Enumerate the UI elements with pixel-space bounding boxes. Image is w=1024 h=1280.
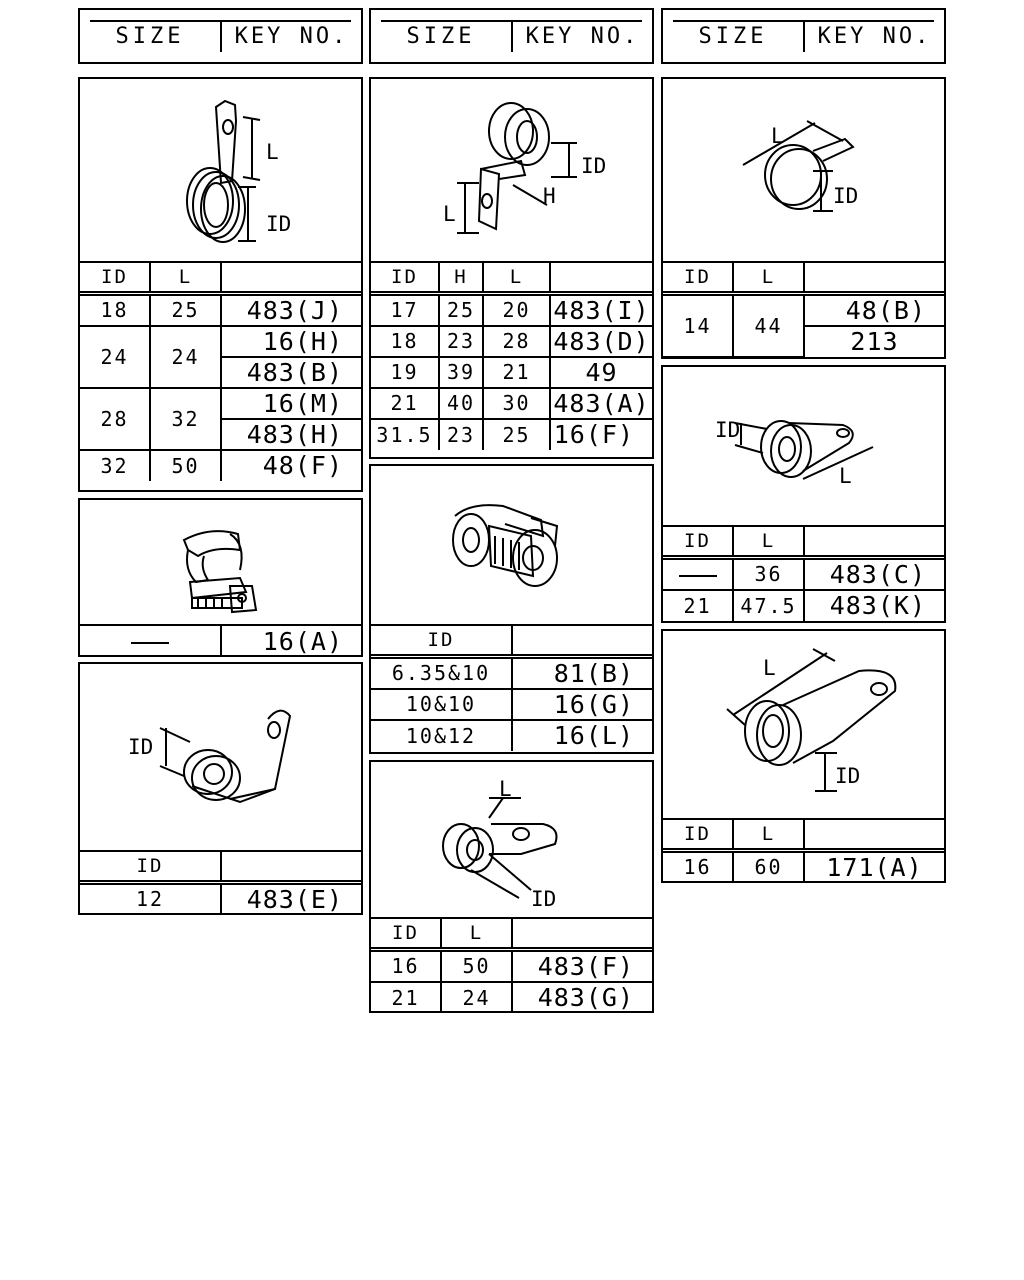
dim-l-label: L: [266, 140, 279, 164]
bracket-clamp-table: [371, 261, 652, 450]
dim-id-label: ID: [715, 418, 741, 442]
table-row: [80, 625, 361, 656]
dim-id-label: ID: [581, 154, 607, 178]
col-l: L: [483, 262, 550, 293]
dim-id-label: ID: [835, 764, 861, 788]
key-number[interactable]: 16(G): [512, 689, 652, 720]
p-clip-table: [80, 850, 361, 914]
col-l: L: [150, 262, 221, 293]
p-clip-l-hole: [837, 429, 849, 437]
col-id: ID: [80, 262, 150, 293]
band-loop: [765, 145, 821, 205]
p-clip-panel: [78, 662, 363, 915]
long-clip-tab: [783, 670, 895, 763]
band-clamp-figure: [663, 79, 944, 261]
long-clip-panel: [661, 629, 946, 883]
dim-id-label: ID: [833, 184, 859, 208]
table-row: 21 40 30 483(A): [371, 388, 652, 419]
double-clip-loop-left: [453, 514, 489, 566]
header-column-1: [78, 8, 363, 64]
col-h: H: [439, 262, 483, 293]
key-number[interactable]: 49: [550, 357, 652, 388]
table-row: 17 25 20 483(I): [371, 293, 652, 326]
header-key-label: KEY NO.: [525, 24, 640, 49]
table-row: 16 50 483(F): [371, 949, 652, 982]
dim-id-label: ID: [531, 887, 557, 911]
no-size-dash: [679, 575, 717, 577]
key-number[interactable]: 16(L): [512, 720, 652, 751]
flat-clip-loop: [443, 824, 479, 868]
bracket-loop: [489, 103, 533, 159]
table-row: 18 23 28 483(D): [371, 326, 652, 357]
col-l: L: [733, 819, 804, 850]
band-clamp-panel: [661, 77, 946, 359]
key-number[interactable]: 483(G): [512, 982, 652, 1013]
bracket-clamp-figure: [371, 79, 652, 261]
table-row: 10&10 16(G): [371, 689, 652, 720]
header-key-label: KEY NO.: [234, 24, 349, 49]
col-l: L: [733, 262, 804, 293]
long-clip-table: [663, 818, 944, 882]
header-key-label: KEY NO.: [817, 24, 932, 49]
key-number[interactable]: 483(A): [550, 388, 652, 419]
clip-teeth: [192, 598, 242, 608]
dim-id-label: ID: [266, 212, 292, 236]
dim-id-label: ID: [128, 735, 154, 759]
key-number[interactable]: 483(K): [804, 590, 944, 621]
p-clip-l-figure: [663, 367, 944, 525]
table-row: 18 25 483(J): [80, 293, 361, 326]
table-row: 21 24 483(G): [371, 982, 652, 1013]
col-l: L: [733, 526, 804, 557]
bracket-hole: [482, 194, 492, 208]
plastic-clip-figure: [80, 500, 361, 624]
flat-clip-figure: [371, 762, 652, 917]
p-clip-l-panel: [661, 365, 946, 623]
table-row: 10&12 16(L): [371, 720, 652, 751]
dim-l-label: L: [763, 656, 776, 680]
no-size-dash: [131, 642, 169, 644]
clamp-hole: [223, 120, 233, 134]
table-row: 36 483(C): [663, 557, 944, 590]
dim-l-label: L: [499, 777, 512, 801]
key-number[interactable]: 483(E): [221, 882, 361, 914]
double-clip-table: [371, 624, 652, 751]
plastic-clip-table: [80, 624, 361, 656]
key-number[interactable]: 483(D): [550, 326, 652, 357]
col-id: ID: [663, 819, 733, 850]
header-size-label: SIZE: [406, 24, 476, 49]
dim-h-label: H: [543, 184, 556, 208]
table-row: 32 50 48(F): [80, 450, 361, 481]
key-number[interactable]: 16(F): [550, 419, 652, 450]
key-number[interactable]: 483(J): [221, 293, 361, 326]
clamp-table: [80, 261, 361, 481]
p-clip-l-table: [663, 525, 944, 621]
double-clip-panel: [369, 464, 654, 754]
col-id: ID: [371, 625, 512, 656]
p-clip-figure: [80, 664, 361, 850]
key-number[interactable]: 213: [804, 326, 944, 357]
key-number[interactable]: 483(C): [804, 557, 944, 590]
long-clip-hole: [871, 683, 887, 695]
flat-clip-hole: [513, 828, 529, 840]
band-clamp-table: [663, 261, 944, 358]
header-size-label: SIZE: [698, 24, 768, 49]
key-number[interactable]: 48(B): [804, 293, 944, 326]
dim-l-label: L: [839, 464, 852, 488]
col-id: ID: [371, 262, 439, 293]
dim-l-label: L: [443, 202, 456, 226]
key-number[interactable]: 16(H): [221, 326, 361, 357]
col-id: ID: [371, 918, 441, 949]
col-id: ID: [663, 262, 733, 293]
double-clip-figure: [371, 466, 652, 624]
p-clip-hole: [268, 722, 280, 738]
key-number[interactable]: 16(M): [221, 388, 361, 419]
key-number[interactable]: 81(B): [512, 656, 652, 689]
header-column-2: [369, 8, 654, 64]
key-number[interactable]: 483(I): [550, 293, 652, 326]
col-l: L: [441, 918, 512, 949]
clamp-panel: [78, 77, 363, 492]
key-number[interactable]: 48(F): [221, 450, 361, 481]
header-size-label: SIZE: [115, 24, 185, 49]
key-number[interactable]: 16(A): [221, 625, 361, 656]
header-column-3: [661, 8, 946, 64]
flat-clip-table: [371, 917, 652, 1013]
bracket-clamp-panel: [369, 77, 654, 459]
flat-clip-panel: [369, 760, 654, 1013]
table-row: 19 39 21 49: [371, 357, 652, 388]
table-row: 24 24 16(H): [80, 326, 361, 357]
long-clip-figure: [663, 631, 944, 818]
table-row: 16 60 171(A): [663, 850, 944, 882]
clamp-figure: [80, 79, 361, 261]
table-row: 14 44 48(B): [663, 293, 944, 326]
key-number[interactable]: 483(B): [221, 357, 361, 388]
table-row: 28 32 16(M): [80, 388, 361, 419]
table-row: 21 47.5 483(K): [663, 590, 944, 621]
key-number[interactable]: 483(F): [512, 949, 652, 982]
table-row: 6.35&10 81(B): [371, 656, 652, 689]
plastic-clip-panel: [78, 498, 363, 657]
key-number[interactable]: 171(A): [804, 850, 944, 882]
table-row: 31.5 23 25 16(F): [371, 419, 652, 450]
col-id: ID: [80, 851, 221, 882]
table-row: 12 483(E): [80, 882, 361, 914]
dim-l-label: L: [771, 124, 784, 148]
col-id: ID: [663, 526, 733, 557]
key-number[interactable]: 483(H): [221, 419, 361, 450]
